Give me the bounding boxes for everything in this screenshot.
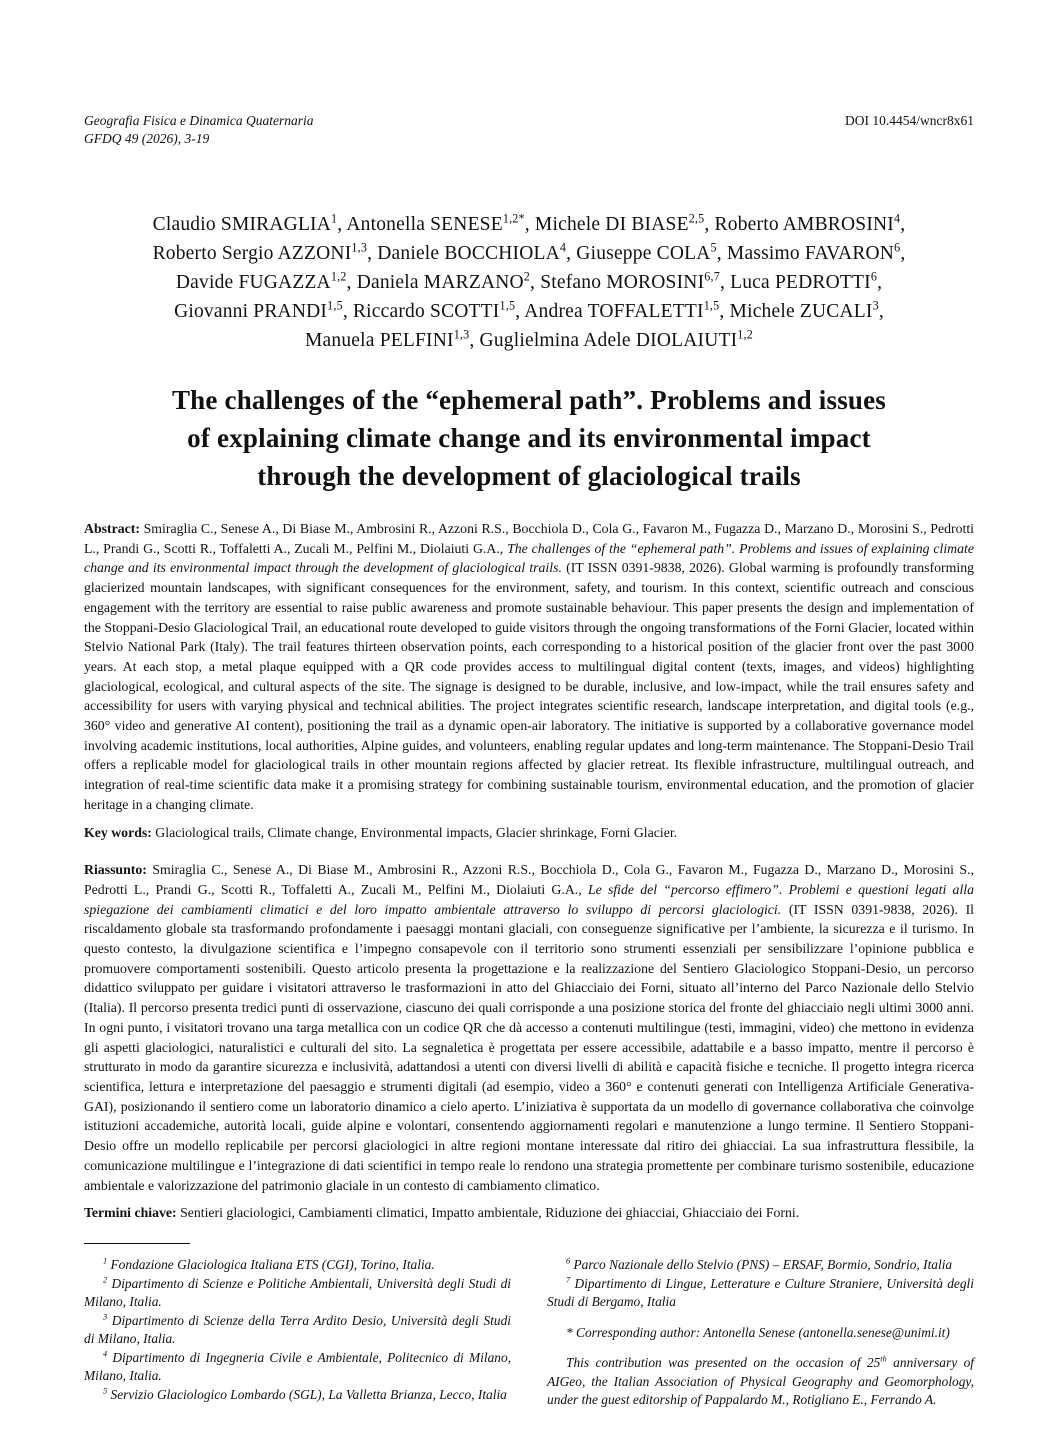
title-line: of explaining climate change and its environmental impact [187, 423, 871, 453]
journal-info [84, 112, 313, 148]
footnotes-section [84, 1256, 974, 1410]
footnote-3: $^3$ Dipartimento di Scienze della Terra Ardito Desio, Università degli Studi di Milano, Italia. [84, 1312, 511, 1347]
keywords-paragraph: Key words: Glaciological trails, Climate change, Environmental impacts, Glacier shrinkage, Forni Glacier. [84, 824, 678, 840]
footnote-7: $^7$ Dipartimento di Lingue, Letterature e Culture Straniere, Università degli Studi di Bergamo, Italia [547, 1275, 974, 1310]
authors-line: Claudio SMIRAGLIA$^1$, Antonella $SENESE^{1,2*}$, Michele DI BIASE$^{2,5}$, Roberto AMBROSINI$^4$, [152, 211, 906, 235]
authors-block [84, 210, 974, 355]
authors-line: Giovanni PRANDI$^{1,5}$, Riccardo SCOTTI$^{1,5}$, Andrea TOFFALETTI$^{1,5}$, Michele ZUCALI$^3$, [174, 298, 884, 322]
footnote-6: $^6$ Parco Nazionale dello Stelvio (PNS) – ERSAF, Bormio, Sondrio, Italia [566, 1256, 953, 1272]
riassunto-paragraph: Riassunto: Smiraglia C., Senese A., Di Biase M., Ambrosini R., Azzoni R.S., Bocchiola D., Cola G., Favaron M., Fugazza D., Marzano D., Morosini S., Pedrotti L., Prandi G., Scotti R., Toffaletti A., Zucali M., Pelfini M., Diolaiuti G.A., Le sfide del “percorso effimero”. Problemi e questioni legati alla spiegazione dei cambiamenti climatici e del loro impatto ambientale attraverso lo sviluppo di percorsi glaciologici. (IT ISSN 0391-9838, 2026). Il riscaldamento globale sta trasformando profondamente i paesaggi montani glaciali, con conseguenze significative per l’ambiente, la sicurezza e il turismo. In questo contesto, la divulgazione scientifica e l’impegno consapevole con il territorio sono strumenti essenziali per sensibilizzare l’opinione pubblica e promuovere comportamenti sostenibili. Questo articolo presenta la progettazione e la realizzazione del Sentiero Glaciologico Stoppani-Desio, un percorso didattico sviluppato per guidare i visitatori attraverso le trasformazioni in atto del Ghiacciaio dei Forni, situato all’interno del Parco Nazionale dello Stelvio (Italia). Il percorso presenta tredici punti di osservazione, ciascuno dei quali corrisponde a una posizione storica del fronte del ghiacciaio negli ultimi 3000 anni. In ogni punto, i visitatori trovano una targa metallica con un codice QR che dà accesso a contenuti multilingue (testi, immagini, video) che mettono in evidenza gli aspetti glaciologici, naturalistici e culturali del sito. La segnaletica è progettata per essere accessibile, adattabile e a basso impatto, mentre il percorso è strutturato in modo da garantire sicurezza e inclusività, adattandosi a utenti con diversi livelli di abilità e capacità fisiche e tecniche. Il progetto integra ricerca scientifica, lettura e interpretazione del paesaggio e strumenti digitali (ad esempio, video a 360° e contenuti generati con Intelligenza Artificiale Generativa-GAI), posizionando il sentiero come un laboratorio dinamico a cielo aperto. L’iniziativa è supportata da un modello di governance collaborativa che coinvolge istituzioni accademiche, autorità locali, guide alpine e volontari, consentendo aggiornamenti regolari e manutenzione a lungo termine. Il Sentiero Stoppani-Desio offre un modello replicabile per percorsi glaciologici in altre regioni montane interessate dal ritiro dei ghiacciai. La sua infrastruttura flessibile, la comunicazione multilingue e l’integrazione di dati scientifici in tempo reale lo rendono una strategia promettente per combinare turismo sostenibile, educazione ambientale e valorizzazione del patrimonio glaciale in un contesto di cambiamento climatico. [84, 862, 975, 1193]
footnote-4: $^4$ Dipartimento di Ingegneria Civile e Ambientale, Politecnico di Milano, Milano, Italia. [84, 1349, 511, 1384]
journal-header [84, 112, 974, 148]
title-line: through the development of glaciological trails [257, 461, 801, 491]
corresponding-author-note: * Corresponding author: Antonella Senese (antonella.senese@unimi.it) [566, 1324, 950, 1340]
footnote-divider [84, 1243, 190, 1244]
footnote-1: $^1$ Fondazione Glaciologica Italiana ETS (CGI), Torino, Italia. [103, 1256, 435, 1272]
authors-line: Roberto Sergio AZZONI$^{1,3}$, Daniele BOCCHIOLA$^4$, Giuseppe COLA$^5$, Massimo FAVARON$^6$, [152, 240, 906, 264]
footnote-2: $^2$ Dipartimento di Scienze e Politiche Ambientali, Università degli Studi di Milano, Italia. [84, 1275, 511, 1310]
journal-name: Geografia Fisica e Dinamica Quaternaria [84, 113, 314, 128]
authors-line: Manuela PELFINI$^{1,3}$, Guglielmina Adele DIOLAIUTI$^{1,2}$ [305, 327, 753, 351]
doi-label: DOI 10.4454/wncr8x61 [845, 113, 974, 128]
footnotes-right-column [547, 1256, 974, 1410]
footnotes-left-column [84, 1256, 511, 1410]
authors-line: Davide FUGAZZA$^{1,2}$, Daniela MARZANO$^2$, Stefano MOROSINI$^{6,7}$, Luca PEDROTTI$^6$, [175, 269, 883, 293]
footnote-5: $^5$ Servizio Glaciologico Lombardo (SGL), La Valletta Brianza, Lecco, Italia [103, 1386, 507, 1403]
contribution-note: This contribution was presented on the occasion of 25th anniversary of AIGeo, the Italian Association of Physical Geography and Geomorphology, under the guest editorship of Pappalardo M., Rotigliano E., Ferrando A. [547, 1354, 974, 1408]
termini-chiave-paragraph: Termini chiave: Sentieri glaciologici, Cambiamenti climatici, Impatto ambientale, Riduzione dei ghiacciai, Ghiacciaio dei Forni. [84, 1205, 800, 1221]
article-title [84, 381, 974, 495]
title-line: The challenges of the “ephemeral path”. Problems and issues [171, 385, 887, 415]
journal-issue: GFDQ 49 (2026), 3-19 [84, 131, 210, 146]
abstract-paragraph: Abstract: Smiraglia C., Senese A., Di Biase M., Ambrosini R., Azzoni R.S., Bocchiola D., Cola G., Favaron M., Fugazza D., Marzano D., Morosini S., Pedrotti L., Prandi G., Scotti R., Toffaletti A., Zucali M., Pelfini M., Diolaiuti G.A., The challenges of the “ephemeral path”. Problems and issues of explaining climate change and its environmental impact through the development of glaciological trails. (IT ISSN 0391-9838, 2026). Global warming is profoundly transforming glacierized mountain landscapes, with significant consequences for the environment, safety, and tourism. In this context, scientific outreach and conscious engagement with the territory are essential to raise public awareness and promote sustainable behaviour. This paper presents the design and implementation of the Stoppani-Desio Glaciological Trail, an educational route developed to guide visitors through the ongoing transformations of the Forni Glacier, located within Stelvio National Park (Italy). The trail features thirteen observation points, each corresponding to a historical position of the glacier front over the past 3000 years. At each stop, a metal plaque equipped with a QR code provides access to multilingual digital content (texts, images, and videos) highlighting glaciological, ecological, and cultural aspects of the site. The signage is designed to be durable, inclusive, and low-impact, while the trail ensures safety and accessibility for users with varying physical and technical abilities. The project integrates scientific research, landscape interpretation, and digital tools (e.g., 360° video and generative AI content), positioning the trail as a dynamic open-air laboratory. The initiative is supported by a collaborative governance model involving academic institutions, local authorities, Alpine guides, and volunteers, enabling regular updates and long-term maintenance. The Stoppani-Desio Trail offers a replicable model for glaciological trails in other mountain regions affected by glacier retreat. Its flexible infrastructure, multilingual outreach, and integration of real-time scientific data make it a promising strategy for combining sustainable tourism, environmental education, and the promotion of glacier heritage in a changing climate. [84, 521, 975, 812]
